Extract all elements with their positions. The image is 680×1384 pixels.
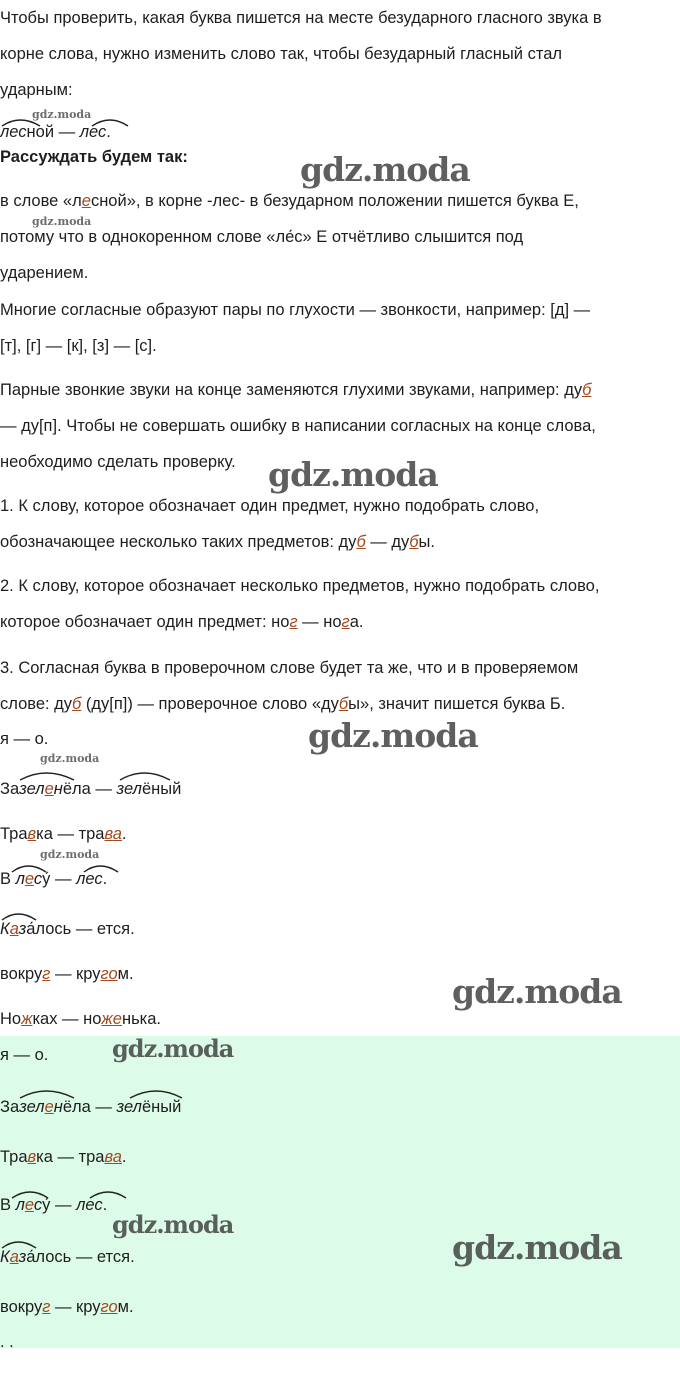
voiced-line-1 [0,372,676,408]
w2-c: ка — тра [36,1148,105,1166]
w1-g: ё [141,780,152,798]
rule-2-text-2: — но [297,613,342,631]
example-suffix: ной — [26,123,80,138]
intro-line-1: Чтобы проверить, какая буква пишется на месте безударного гласного звука в [0,9,602,27]
voiced-letter: б [582,381,592,399]
word-nozhkah [0,1010,161,1029]
w3-a: В [0,1196,16,1214]
reason-text-2: сной», в корне -лес- в безударном положении пишется буква Е, [90,192,579,210]
w2-a: Тра [0,1148,28,1166]
word-zazelenela [0,780,181,799]
root-arc-icon-3 [0,858,140,874]
root-les-2: лес [79,123,107,138]
w3-g: . [102,1196,108,1214]
w5-b: г [42,1298,51,1316]
w1-a: За [0,1098,20,1116]
w1-f: зел [116,780,142,798]
w2-c: ка — тра [36,825,105,843]
pairs-line-2: [т], [г] — [к], [з] — [с]. [0,337,157,355]
w1-b: зел [19,1098,45,1116]
w3-e: у́ — [42,1196,77,1214]
w2-b: в [27,825,37,843]
tail-dots: . . [0,1336,14,1348]
w6-f: нька. [121,1010,162,1028]
rule-3-text-3: ы», значит пишется буква Б. [348,695,566,713]
w5-a: вокру [0,965,43,983]
example-dot: . [106,123,111,138]
rule-2 [0,568,676,640]
w4-a: К [0,1248,10,1266]
w2-e: а [112,825,122,843]
w5-a: вокру [0,1298,43,1316]
vowel-pair-2: я — о. [0,1046,49,1064]
reason-letter: е [81,192,91,210]
w1-h: ный [151,780,182,798]
watermark-small-3: gdz.moda [40,752,100,765]
watermark-small-2: gdz.moda [32,215,92,228]
word-vokrug [0,965,134,984]
rule-1-text-2: — ду [365,533,410,551]
w1-b: зел [19,780,45,798]
watermark-7: gdz.moda [452,1228,622,1267]
w6-b: ж [21,1010,33,1028]
w2-f: . [121,1148,127,1166]
voiced-text: Парные звонкие звуки на конце заменяются глухими звуками, например: ду [0,381,583,399]
w5-c: — кру [50,965,101,983]
intro-line-3: ударным: [0,81,73,99]
w3-d: с [33,1196,43,1214]
w3-c: е [24,1196,34,1214]
rule-1 [0,488,676,560]
w3-b: л [15,1196,25,1214]
root-arc-icon-4 [0,906,60,922]
w6-e: е [112,1010,122,1028]
w4-b: а [9,1248,19,1266]
rule-1-text: обозначающее несколько таких предметов: ду [0,533,357,551]
reason-line-3: ударением. [0,264,89,282]
w2-a: Тра [0,825,28,843]
rule-2-text: которое обозначает один предмет: но [0,613,290,631]
w4-c: з [18,1248,27,1266]
watermark-3: gdz.moda [308,716,478,755]
w5-f: м. [117,1298,134,1316]
w5-d: г [100,1298,109,1316]
w6-a: Но [0,1010,22,1028]
watermark-6: gdz.moda [112,1210,234,1239]
pairs-paragraph [0,292,676,364]
w2-f: . [121,825,127,843]
reason-paragraph [0,183,676,291]
word-kazalos [0,920,135,939]
rule-1-line-1: 1. К слову, которое обозначает один предмет, нужно подобрать слово, [0,497,540,515]
word-travka [0,825,127,844]
root-arc-icon-2 [0,766,200,782]
w2-b: в [27,1148,37,1166]
rule-2-line-1: 2. К слову, которое обозначает несколько предметов, нужно подобрать слово, [0,577,600,595]
watermark-small-4: gdz.moda [40,848,100,861]
rule-1-letter-2: б [409,533,419,551]
w2-d: в [104,825,113,843]
vowel-pair: я — о. [0,730,49,748]
intro-paragraph [0,0,676,108]
w3-d: с [33,870,43,888]
w4-d: а́лось — ется. [26,1248,135,1266]
w5-d: г [100,965,109,983]
voiced-line-2: — ду[п]. Чтобы не совершать ошибку в написании согласных на конце слова, [0,417,596,435]
w3-g: . [102,870,108,888]
w4-d: а́лось — ется. [26,920,135,938]
w1-d: н [53,1098,63,1116]
rule-1-line-2 [0,524,676,560]
voiced-line-3: необходимо сделать проверку. [0,453,236,471]
reason-line-2: потому что в однокоренном слове «ле́с» Е отчётливо слышится под [0,228,524,246]
w5-b: г [42,965,51,983]
w6-c: ках — но [32,1010,102,1028]
w6-d: ж [101,1010,113,1028]
word-kazalos-2 [0,1248,135,1267]
w3-b: л [15,870,25,888]
rule-2-line-2 [0,604,676,640]
rule-1-letter: б [356,533,366,551]
w3-a: В [0,870,16,888]
rule-2-letter: г [289,613,298,631]
w2-e: а [112,1148,122,1166]
rule-3-text: слове: ду [0,695,73,713]
w1-d: н [53,780,63,798]
rule-2-text-3: а. [349,613,364,631]
w1-c: е [44,780,54,798]
w3-f: лес [76,870,103,888]
watermark: gdz.moda [300,150,470,189]
watermark-4: gdz.moda [452,972,622,1011]
w3-e: у́ — [42,870,77,888]
word-zazelenela-2 [0,1098,181,1117]
rule-3-line-1: 3. Согласная буква в проверочном слове будет та же, что и в проверяемом [0,659,579,677]
w1-c: е [44,1098,54,1116]
w2-d: в [104,1148,113,1166]
w3-c: е [24,870,34,888]
w5-f: м. [117,965,134,983]
root-arc-icon-6 [0,1184,140,1200]
w4-c: з [18,920,27,938]
reason-text: в слове «л [0,192,82,210]
reason-title: Рассуждать будем так: [0,148,188,166]
pairs-line-1: Многие согласные образуют пары по глухости — звонкости, например: [д] — [0,301,591,319]
rule-1-text-3: ы. [418,533,435,551]
w3-f: лес [76,1196,103,1214]
w1-f: зел [116,1098,142,1116]
watermark-5: gdz.moda [112,1034,234,1063]
root-arc-icon-7 [0,1234,60,1250]
root-arc-icon-5 [0,1084,200,1100]
w1-a: За [0,780,20,798]
w5-e: о [108,965,118,983]
w4-a: К [0,920,10,938]
w1-g: ё [141,1098,152,1116]
word-travka-2 [0,1148,127,1167]
rule-3-text-2: (ду[п]) — проверочное слово «ду [81,695,339,713]
root-les: лес [0,123,27,138]
word-vokrug-2 [0,1298,134,1317]
watermark-small: gdz.moda [32,108,92,121]
rule-3-letter-2: б [338,695,349,713]
w1-e: ёла — [62,1098,117,1116]
w1-h: ный [151,1098,182,1116]
w4-b: а [9,920,19,938]
w1-e: ёла — [62,780,117,798]
intro-line-2: корне слова, нужно изменить слово так, чтобы безударный гласный стал [0,45,562,63]
rule-3-letter: б [72,695,82,713]
rule-2-letter-2: г [341,613,350,631]
watermark-2: gdz.moda [268,455,438,494]
w5-c: — кру [50,1298,101,1316]
w5-e: о [108,1298,118,1316]
rule-3 [0,650,676,722]
